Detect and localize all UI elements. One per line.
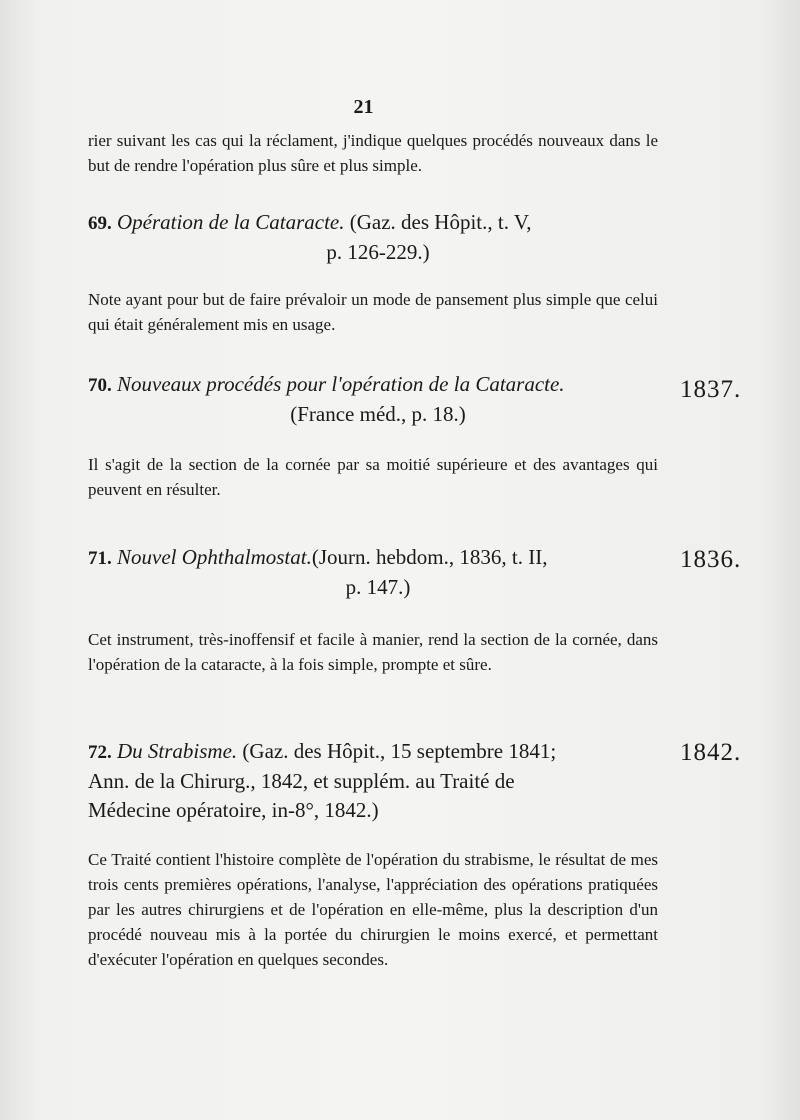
entry-70-heading <box>88 370 668 429</box>
entry-number: 72. <box>88 742 112 763</box>
entry-72-heading <box>88 737 668 825</box>
entry-reference-cont: (France méd., p. 18.) <box>290 402 466 426</box>
entry-71-note: Cet instrument, très-inoffensif et facile à manier, rend la section de la cornée, dans l'opération de la cataracte, à la fois simple, prompte et sûre. <box>88 630 658 674</box>
entry-title: Du Strabisme. <box>117 739 238 763</box>
entry-70-year: 1837. <box>680 376 742 403</box>
entry-number: 70. <box>88 375 112 396</box>
entry-reference-cont: p. 147.) <box>345 575 411 599</box>
entry-70-note: Il s'agit de la section de la cornée par sa moitié supérieure et des avantages qui peuvent en résulter. <box>88 455 658 499</box>
entry-number: 71. <box>88 548 112 569</box>
entry-72-year: 1842. <box>680 739 742 766</box>
entry-title: Nouveaux procédés pour l'opération de la Cataracte. <box>117 372 565 396</box>
entry-reference: (Gaz. des Hôpit., 15 septembre 1841; <box>242 739 557 763</box>
entry-71-heading <box>88 543 668 602</box>
entry-reference-cont: p. 126-229.) <box>326 240 430 264</box>
entry-69-note: Note ayant pour but de faire prévaloir un mode de pansement plus simple que celui qui était généralement mis en usage. <box>88 290 658 334</box>
entry-number: 69. <box>88 213 112 234</box>
entry-reference-cont: Ann. de la Chirurg., 1842, et supplém. au Traité de <box>88 769 515 793</box>
intro-paragraph: rier suivant les cas qui la réclament, j'indique quelques procédés nouveaux dans le but de rendre l'opération plus sûre et plus simple. <box>88 131 658 175</box>
entry-reference-cont: Médecine opératoire, in-8°, 1842.) <box>88 798 379 822</box>
page-number: 21 <box>353 96 374 118</box>
entry-title: Opération de la Cataracte. <box>117 210 345 234</box>
entry-reference: (Journ. hebdom., 1836, t. II, <box>311 545 548 569</box>
entry-reference: (Gaz. des Hôpit., t. V, <box>349 210 532 234</box>
entry-69-heading <box>88 208 668 267</box>
entry-71-year: 1836. <box>680 546 742 573</box>
entry-72-note: Ce Traité contient l'histoire complète de l'opération du strabisme, le résultat de mes trois cents premières opérations, l'analyse, l'appréciation des opérations pratiquées par les autres chirurgiens et de l'opération en elle-même, plus la description d'un procédé nouveau mis à la portée du chirurgien le moins exercé, et permettant d'exécuter l'opération en quelques secondes. <box>88 850 658 969</box>
entry-title: Nouvel Ophthalmostat. <box>117 545 312 569</box>
